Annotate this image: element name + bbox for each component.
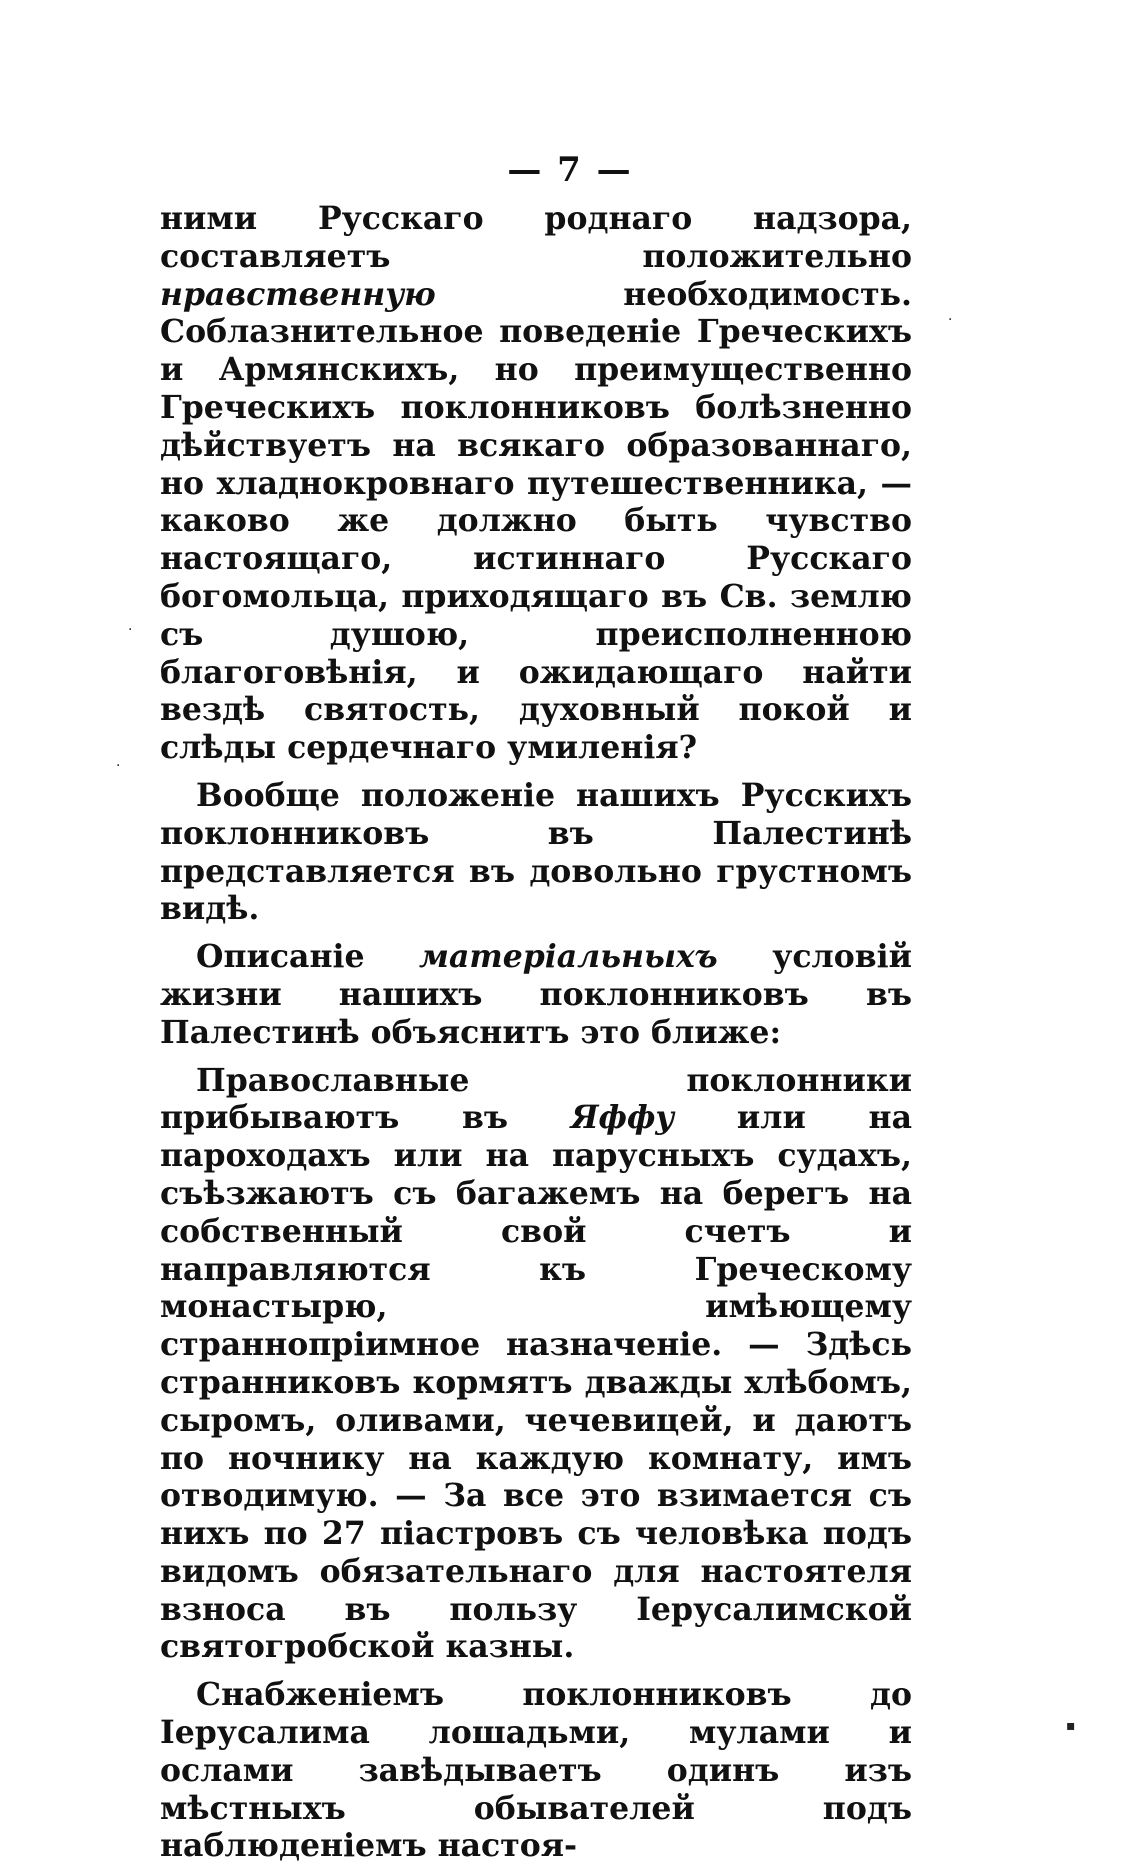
scan-speck: ▪ <box>1066 1718 1076 1734</box>
page-body <box>160 200 912 1875</box>
paragraph-1-text-b: необходимость. Соблазнительное поведенiе Греческихъ и Армянскихъ, но преимущественно Греческихъ поклонниковъ болѣзненно дѣйствуетъ на всякаго образованнаго, но хладнокровнаго путешественника, — каково же должно быть чувство настоящаго, истиннаго Русскаго богомольца, приходящаго въ Св. землю съ душою, преисполненною благоговѣнiя, и ожидающаго найти вездѣ святость, духовный покой и слѣды сердечнаго умиленiя? <box>160 275 912 767</box>
paragraph-1-text-a: ними Русскаго роднаго надзора, составляетъ положительно <box>160 200 912 275</box>
paragraph-4 <box>160 1062 912 1667</box>
paragraph-1-emphasis: нравственную <box>160 275 436 313</box>
paragraph-4-text-b: или на пароходахъ или на парусныхъ судахъ, съѣзжаютъ съ багажемъ на берегъ на собственный свой счетъ и направляются къ Греческому монастырю, имѣющему страннопрiимное назначенiе. — Здѣсь странниковъ кормятъ дважды хлѣбомъ, сыромъ, оливами, чечевицей, и даютъ по ночнику на каждую комнату, имъ отводимую. — За все это взимается съ нихъ по 27 пiастровъ съ человѣка подъ видомъ обязательнаго для настоятеля взноса въ пользу Iерусалимской святогробской казны. <box>160 1099 913 1666</box>
paragraph-3-text-a: Описанiе <box>196 938 420 976</box>
scan-speck: · <box>948 312 953 328</box>
paragraph-3-text-b: условiй жизни нашихъ поклонниковъ въ Палестинѣ объяснитъ это ближе: <box>160 938 912 1051</box>
paragraph-2: Вообще положенiе нашихъ Русскихъ поклонниковъ въ Палестинѣ представляется въ довольно грустномъ видѣ. <box>160 776 912 928</box>
paragraph-4-emphasis: Яффу <box>570 1099 675 1137</box>
paragraph-1 <box>160 200 912 767</box>
paragraph-3 <box>160 938 912 1051</box>
paragraph-4-text-a: Православные поклонники прибываютъ въ <box>160 1061 912 1137</box>
scan-speck: · <box>116 758 121 774</box>
paragraph-3-emphasis: матерiальныхъ <box>419 938 718 976</box>
scan-speck: · <box>128 622 133 638</box>
page-number: — 7 — <box>507 150 633 190</box>
paragraph-5: Снабженiемъ поклонниковъ до Iерусалима лошадьми, мулами и ослами завѣдываетъ одинъ изъ мѣстныхъ обывателей подъ наблюденiемъ настоя- <box>160 1676 912 1865</box>
